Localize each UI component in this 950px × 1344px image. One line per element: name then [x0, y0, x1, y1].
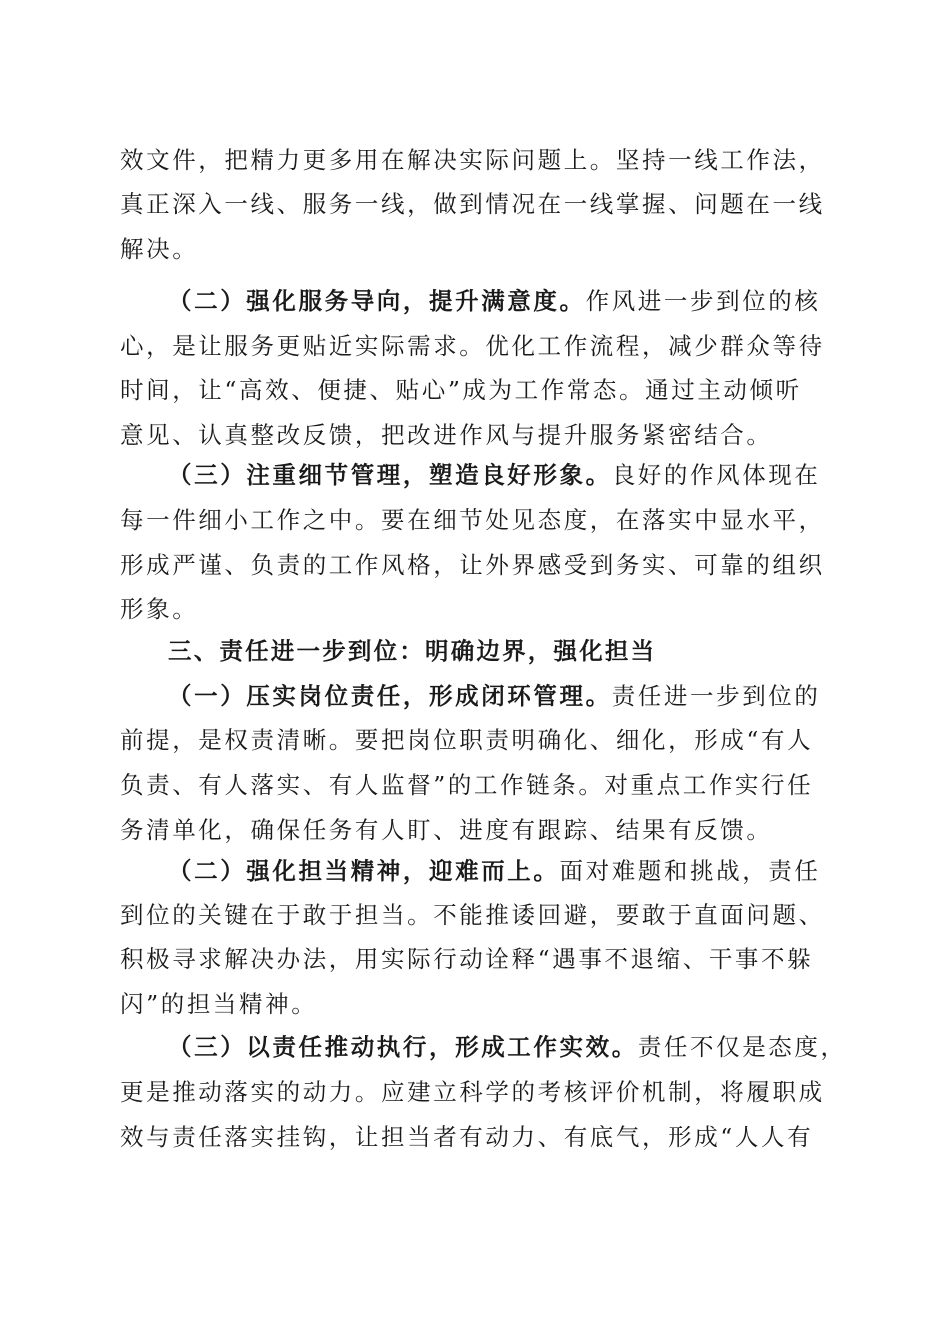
paragraph-text: 责任不仅是态度， — [637, 1033, 847, 1061]
paragraph-line: 时间，让“高效、便捷、贴心”成为工作常态。通过主动倾听 — [120, 376, 802, 404]
paragraph-line: 到位的关键在于敢于担当。不能推诿回避，要敢于直面问题、 — [120, 901, 825, 929]
paragraph-line — [168, 286, 878, 316]
paragraph-line: 效文件，把精力更多用在解决实际问题上。坚持一线工作法， — [120, 146, 825, 174]
paragraph-line: 积极寻求解决办法，用实际行动诠释“遇事不退缩、干事不躲 — [120, 945, 814, 973]
paragraph-line: 效与责任落实挂钩，让担当者有动力、有底气，形成“人人有 — [120, 1123, 814, 1151]
paragraph-line: 形象。 — [120, 595, 199, 623]
paragraph-text: 责任进一步到位的 — [611, 682, 821, 710]
paragraph-line: 务清单化，确保任务有人盯、进度有跟踪、结果有反馈。 — [120, 816, 773, 844]
paragraph-line: 形成严谨、负责的工作风格，让外界感受到务实、可靠的组织 — [120, 551, 825, 579]
subheading: （一）压实岗位责任，形成闭环管理。 — [168, 682, 612, 710]
paragraph-text: 面对难题和挑战，责任 — [559, 857, 821, 885]
subheading: （三）注重细节管理，塑造良好形象。 — [168, 461, 612, 489]
paragraph-line: 更是推动落实的动力。应建立科学的考核评价机制，将履职成 — [120, 1078, 825, 1106]
paragraph-line: 每一件细小工作之中。要在细节处见态度，在落实中显水平， — [120, 506, 825, 534]
paragraph-line — [168, 856, 878, 886]
subheading: （三）以责任推动执行，形成工作实效。 — [168, 1033, 638, 1061]
paragraph-line: 闪”的担当精神。 — [120, 990, 318, 1018]
subheading: （二）强化服务导向，提升满意度。 — [168, 287, 586, 315]
section-heading: 三、责任进一步到位：明确边界，强化担当 — [168, 637, 657, 665]
paragraph-line: 意见、认真整改反馈，把改进作风与提升服务紧密结合。 — [120, 421, 773, 449]
paragraph-line: 负责、有人落实、有人监督”的工作链条。对重点工作实行任 — [120, 771, 814, 799]
paragraph-line: 心，是让服务更贴近实际需求。优化工作流程，减少群众等待 — [120, 332, 825, 360]
paragraph-line — [168, 1032, 878, 1062]
paragraph-text: 良好的作风体现在 — [611, 461, 821, 489]
subheading: （二）强化担当精神，迎难而上。 — [168, 857, 560, 885]
paragraph-line: 真正深入一线、服务一线，做到情况在一线掌握、问题在一线 — [120, 190, 825, 218]
paragraph-line: 解决。 — [120, 235, 199, 263]
paragraph-line — [168, 460, 878, 490]
paragraph-line: 前提，是权责清晰。要把岗位职责明确化、细化，形成“有人 — [120, 726, 814, 754]
paragraph-line — [168, 681, 878, 711]
paragraph-text: 作风进一步到位的核 — [585, 287, 821, 315]
